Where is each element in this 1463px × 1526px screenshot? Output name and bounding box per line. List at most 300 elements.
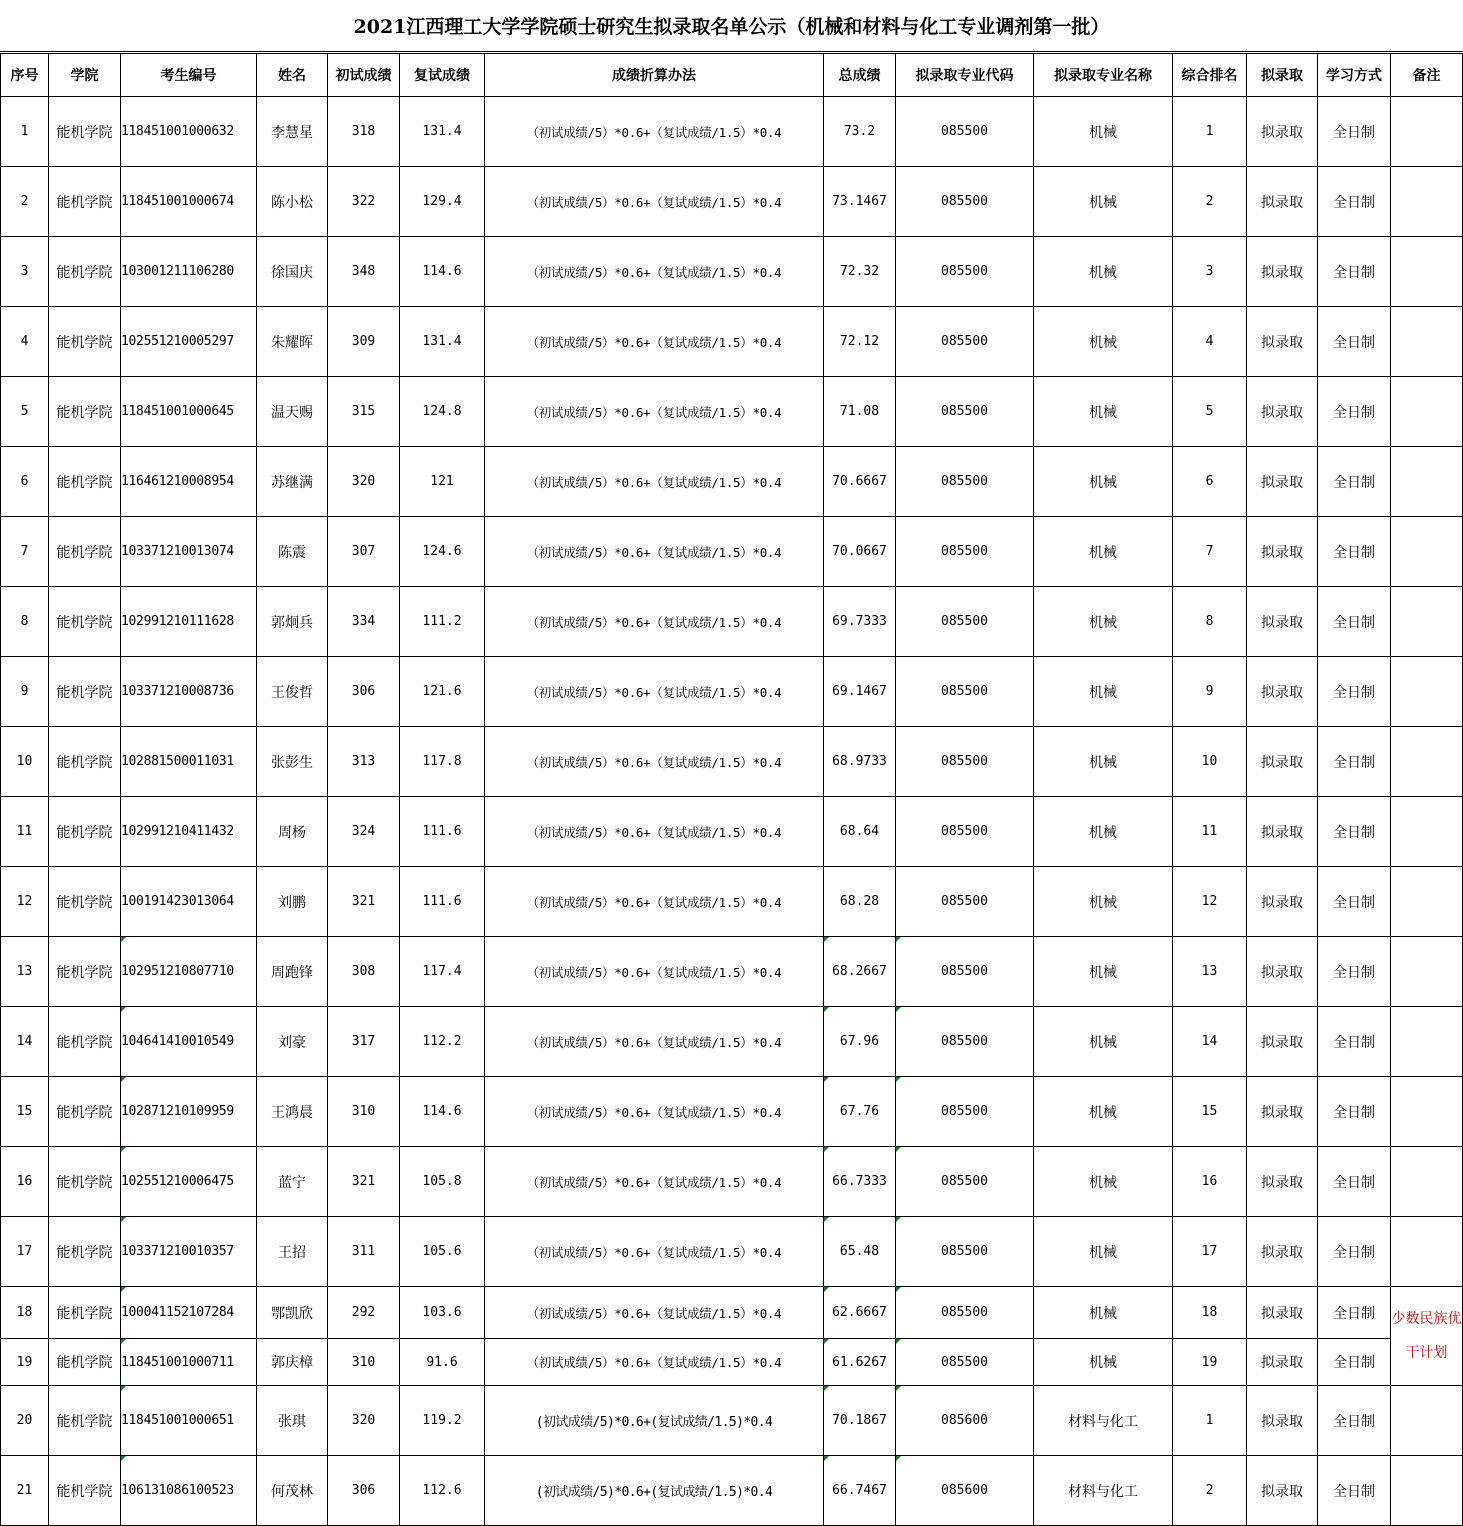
cell-major-code: 085500 (896, 447, 1034, 517)
cell-major-name: 机械 (1034, 657, 1173, 727)
header-college: 学院 (49, 54, 121, 97)
cell-major-name: 机械 (1034, 1147, 1173, 1217)
cell-note (1391, 937, 1463, 1007)
cell-admit: 拟录取 (1247, 1456, 1318, 1526)
cell-college: 能机学院 (49, 97, 121, 167)
cell-note (1391, 97, 1463, 167)
cell-study-mode: 全日制 (1318, 307, 1391, 377)
cell-formula: （初试成绩/5）*0.6+（复试成绩/1.5）*0.4 (485, 1007, 824, 1077)
cell-candidate-id: 102991210111628 (121, 587, 257, 657)
cell-major-code: 085500 (896, 1077, 1034, 1147)
cell-initial-score: 322 (328, 167, 400, 237)
cell-note (1391, 1077, 1463, 1147)
cell-candidate-id: 118451001000711 (121, 1339, 257, 1386)
cell-study-mode: 全日制 (1318, 657, 1391, 727)
cell-formula: （初试成绩/5）*0.6+（复试成绩/1.5）*0.4 (485, 1287, 824, 1339)
cell-retest-score: 105.8 (400, 1147, 485, 1217)
cell-major-code: 085500 (896, 97, 1034, 167)
cell-name: 鄂凯欣 (257, 1287, 328, 1339)
cell-candidate-id: 118451001000645 (121, 377, 257, 447)
cell-initial-score: 306 (328, 657, 400, 727)
cell-initial-score: 311 (328, 1217, 400, 1287)
cell-college: 能机学院 (49, 657, 121, 727)
cell-study-mode: 全日制 (1318, 517, 1391, 587)
cell-seq: 18 (1, 1287, 49, 1339)
header-id: 考生编号 (121, 54, 257, 97)
header-seq: 序号 (1, 54, 49, 97)
cell-retest-score: 129.4 (400, 167, 485, 237)
cell-total-score: 73.1467 (824, 167, 896, 237)
table-row (1, 1456, 1463, 1526)
table-row (1, 1077, 1463, 1147)
cell-retest-score: 112.2 (400, 1007, 485, 1077)
cell-note (1391, 517, 1463, 587)
cell-rank: 19 (1173, 1339, 1247, 1386)
cell-college: 能机学院 (49, 1287, 121, 1339)
cell-admit: 拟录取 (1247, 1217, 1318, 1287)
cell-candidate-id: 100191423013064 (121, 867, 257, 937)
cell-note (1391, 1456, 1463, 1526)
cell-study-mode: 全日制 (1318, 937, 1391, 1007)
cell-initial-score: 317 (328, 1007, 400, 1077)
cell-college: 能机学院 (49, 867, 121, 937)
cell-name: 蓝宁 (257, 1147, 328, 1217)
cell-formula: （初试成绩/5）*0.6+（复试成绩/1.5）*0.4 (485, 937, 824, 1007)
cell-candidate-id: 103371210013074 (121, 517, 257, 587)
cell-candidate-id: 118451001000651 (121, 1386, 257, 1456)
page-title: 2021江西理工大学学院硕士研究生拟录取名单公示（机械和材料与化工专业调剂第一批） (0, 0, 1463, 52)
cell-college: 能机学院 (49, 1147, 121, 1217)
cell-total-score: 70.1867 (824, 1386, 896, 1456)
cell-initial-score: 310 (328, 1077, 400, 1147)
cell-name: 苏继满 (257, 447, 328, 517)
cell-study-mode: 全日制 (1318, 1007, 1391, 1077)
cell-retest-score: 119.2 (400, 1386, 485, 1456)
cell-note (1391, 167, 1463, 237)
cell-initial-score: 308 (328, 937, 400, 1007)
cell-total-score: 72.32 (824, 237, 896, 307)
cell-study-mode: 全日制 (1318, 1339, 1391, 1386)
cell-rank: 5 (1173, 377, 1247, 447)
cell-name: 周跑锋 (257, 937, 328, 1007)
header-study-mode: 学习方式 (1318, 54, 1391, 97)
cell-admit: 拟录取 (1247, 167, 1318, 237)
cell-admit: 拟录取 (1247, 1007, 1318, 1077)
cell-college: 能机学院 (49, 937, 121, 1007)
cell-name: 刘鹏 (257, 867, 328, 937)
header-retest-score: 复试成绩 (400, 54, 485, 97)
cell-seq: 4 (1, 307, 49, 377)
cell-name: 温天赐 (257, 377, 328, 447)
header-major-code: 拟录取专业代码 (896, 54, 1034, 97)
cell-formula: （初试成绩/5）*0.6+（复试成绩/1.5）*0.4 (485, 797, 824, 867)
cell-study-mode: 全日制 (1318, 237, 1391, 307)
cell-college: 能机学院 (49, 517, 121, 587)
cell-admit: 拟录取 (1247, 307, 1318, 377)
cell-study-mode: 全日制 (1318, 97, 1391, 167)
cell-candidate-id: 118451001000674 (121, 167, 257, 237)
cell-formula: （初试成绩/5）*0.6+（复试成绩/1.5）*0.4 (485, 237, 824, 307)
cell-major-name: 机械 (1034, 1007, 1173, 1077)
cell-note (1391, 447, 1463, 517)
cell-rank: 8 (1173, 587, 1247, 657)
cell-formula: （初试成绩/5）*0.6+（复试成绩/1.5）*0.4 (485, 307, 824, 377)
cell-major-code: 085500 (896, 307, 1034, 377)
cell-candidate-id: 116461210008954 (121, 447, 257, 517)
table-row (1, 1217, 1463, 1287)
cell-candidate-id: 100041152107284 (121, 1287, 257, 1339)
cell-seq: 12 (1, 867, 49, 937)
cell-total-score: 68.28 (824, 867, 896, 937)
cell-note (1391, 797, 1463, 867)
cell-admit: 拟录取 (1247, 587, 1318, 657)
table-row (1, 867, 1463, 937)
cell-rank: 10 (1173, 727, 1247, 797)
cell-formula: （初试成绩/5）*0.6+（复试成绩/1.5）*0.4 (485, 867, 824, 937)
cell-major-name: 机械 (1034, 937, 1173, 1007)
cell-major-name: 材料与化工 (1034, 1386, 1173, 1456)
cell-initial-score: 348 (328, 237, 400, 307)
cell-college: 能机学院 (49, 587, 121, 657)
cell-major-code: 085500 (896, 1217, 1034, 1287)
cell-college: 能机学院 (49, 1077, 121, 1147)
table-body (1, 97, 1463, 1526)
table-row (1, 447, 1463, 517)
cell-retest-score: 103.6 (400, 1287, 485, 1339)
table-row (1, 657, 1463, 727)
cell-retest-score: 131.4 (400, 97, 485, 167)
cell-major-code: 085500 (896, 237, 1034, 307)
cell-retest-score: 111.2 (400, 587, 485, 657)
cell-total-score: 70.6667 (824, 447, 896, 517)
cell-formula: （初试成绩/5）*0.6+（复试成绩/1.5）*0.4 (485, 1147, 824, 1217)
cell-rank: 13 (1173, 937, 1247, 1007)
cell-seq: 21 (1, 1456, 49, 1526)
cell-total-score: 66.7333 (824, 1147, 896, 1217)
cell-admit: 拟录取 (1247, 1386, 1318, 1456)
cell-initial-score: 334 (328, 587, 400, 657)
cell-note (1391, 1147, 1463, 1217)
cell-retest-score: 117.4 (400, 937, 485, 1007)
cell-candidate-id: 102991210411432 (121, 797, 257, 867)
cell-total-score: 67.76 (824, 1077, 896, 1147)
cell-rank: 1 (1173, 1386, 1247, 1456)
cell-candidate-id: 102551210005297 (121, 307, 257, 377)
cell-major-name: 机械 (1034, 167, 1173, 237)
cell-college: 能机学院 (49, 1386, 121, 1456)
cell-major-code: 085600 (896, 1456, 1034, 1526)
table-row (1, 97, 1463, 167)
cell-formula: （初试成绩/5）*0.6+（复试成绩/1.5）*0.4 (485, 517, 824, 587)
cell-formula: （初试成绩/5）*0.6+（复试成绩/1.5）*0.4 (485, 97, 824, 167)
cell-name: 周杨 (257, 797, 328, 867)
cell-total-score: 72.12 (824, 307, 896, 377)
admission-table (0, 53, 1463, 1526)
cell-major-code: 085500 (896, 1007, 1034, 1077)
cell-major-name: 机械 (1034, 797, 1173, 867)
cell-candidate-id: 104641410010549 (121, 1007, 257, 1077)
cell-retest-score: 124.8 (400, 377, 485, 447)
table-row (1, 587, 1463, 657)
header-admit: 拟录取 (1247, 54, 1318, 97)
cell-seq: 19 (1, 1339, 49, 1386)
cell-initial-score: 315 (328, 377, 400, 447)
cell-study-mode: 全日制 (1318, 377, 1391, 447)
cell-retest-score: 131.4 (400, 307, 485, 377)
cell-name: 徐国庆 (257, 237, 328, 307)
cell-total-score: 65.48 (824, 1217, 896, 1287)
cell-rank: 16 (1173, 1147, 1247, 1217)
cell-name: 陈震 (257, 517, 328, 587)
header-note: 备注 (1391, 54, 1463, 97)
cell-study-mode: 全日制 (1318, 867, 1391, 937)
table-row (1, 797, 1463, 867)
cell-note (1391, 1386, 1463, 1456)
table-row (1, 1147, 1463, 1217)
cell-seq: 1 (1, 97, 49, 167)
cell-total-score: 61.6267 (824, 1339, 896, 1386)
cell-seq: 7 (1, 517, 49, 587)
cell-major-code: 085500 (896, 1339, 1034, 1386)
table-row (1, 167, 1463, 237)
cell-admit: 拟录取 (1247, 517, 1318, 587)
cell-candidate-id: 103371210008736 (121, 657, 257, 727)
header-major-name: 拟录取专业名称 (1034, 54, 1173, 97)
cell-seq: 15 (1, 1077, 49, 1147)
cell-major-name: 机械 (1034, 1217, 1173, 1287)
cell-admit: 拟录取 (1247, 657, 1318, 727)
header-rank: 综合排名 (1173, 54, 1247, 97)
cell-retest-score: 111.6 (400, 867, 485, 937)
table-row (1, 237, 1463, 307)
cell-note (1391, 377, 1463, 447)
cell-candidate-id: 102951210807710 (121, 937, 257, 1007)
cell-admit: 拟录取 (1247, 237, 1318, 307)
cell-formula: （初试成绩/5）*0.6+（复试成绩/1.5）*0.4 (485, 727, 824, 797)
cell-initial-score: 318 (328, 97, 400, 167)
cell-total-score: 66.7467 (824, 1456, 896, 1526)
cell-formula: （初试成绩/5）*0.6+（复试成绩/1.5）*0.4 (485, 1339, 824, 1386)
cell-college: 能机学院 (49, 1339, 121, 1386)
cell-note (1391, 657, 1463, 727)
cell-admit: 拟录取 (1247, 1147, 1318, 1217)
cell-admit: 拟录取 (1247, 1339, 1318, 1386)
cell-rank: 1 (1173, 97, 1247, 167)
cell-major-code: 085500 (896, 797, 1034, 867)
cell-name: 王鸿晨 (257, 1077, 328, 1147)
cell-major-name: 机械 (1034, 727, 1173, 797)
cell-rank: 6 (1173, 447, 1247, 517)
cell-study-mode: 全日制 (1318, 1147, 1391, 1217)
cell-total-score: 68.2667 (824, 937, 896, 1007)
cell-name: 张彭生 (257, 727, 328, 797)
cell-seq: 10 (1, 727, 49, 797)
cell-major-name: 机械 (1034, 97, 1173, 167)
cell-rank: 4 (1173, 307, 1247, 377)
cell-rank: 11 (1173, 797, 1247, 867)
cell-note (1391, 1217, 1463, 1287)
cell-major-name: 机械 (1034, 587, 1173, 657)
cell-rank: 18 (1173, 1287, 1247, 1339)
cell-name: 刘豪 (257, 1007, 328, 1077)
cell-retest-score: 112.6 (400, 1456, 485, 1526)
cell-total-score: 68.64 (824, 797, 896, 867)
cell-admit: 拟录取 (1247, 867, 1318, 937)
cell-college: 能机学院 (49, 447, 121, 517)
cell-initial-score: 310 (328, 1339, 400, 1386)
cell-formula: （初试成绩/5）*0.6+（复试成绩/1.5）*0.4 (485, 447, 824, 517)
header-name: 姓名 (257, 54, 328, 97)
cell-seq: 20 (1, 1386, 49, 1456)
cell-college: 能机学院 (49, 167, 121, 237)
cell-formula: （初试成绩/5）*0.6+（复试成绩/1.5）*0.4 (485, 1077, 824, 1147)
cell-major-name: 机械 (1034, 377, 1173, 447)
cell-major-name: 机械 (1034, 447, 1173, 517)
table-row (1, 307, 1463, 377)
cell-initial-score: 306 (328, 1456, 400, 1526)
cell-total-score: 69.1467 (824, 657, 896, 727)
header-initial-score: 初试成绩 (328, 54, 400, 97)
cell-candidate-id: 103371210010357 (121, 1217, 257, 1287)
cell-retest-score: 114.6 (400, 237, 485, 307)
cell-seq: 5 (1, 377, 49, 447)
header-formula: 成绩折算办法 (485, 54, 824, 97)
cell-formula: (初试成绩/5)*0.6+(复试成绩/1.5)*0.4 (485, 1386, 824, 1456)
cell-college: 能机学院 (49, 1007, 121, 1077)
cell-rank: 9 (1173, 657, 1247, 727)
cell-rank: 2 (1173, 1456, 1247, 1526)
cell-college: 能机学院 (49, 307, 121, 377)
cell-major-code: 085500 (896, 657, 1034, 727)
cell-major-code: 085500 (896, 1287, 1034, 1339)
cell-college: 能机学院 (49, 797, 121, 867)
cell-major-code: 085500 (896, 937, 1034, 1007)
cell-retest-score: 114.6 (400, 1077, 485, 1147)
cell-study-mode: 全日制 (1318, 1217, 1391, 1287)
cell-seq: 6 (1, 447, 49, 517)
cell-name: 陈小松 (257, 167, 328, 237)
cell-name: 李慧星 (257, 97, 328, 167)
cell-study-mode: 全日制 (1318, 727, 1391, 797)
cell-formula: （初试成绩/5）*0.6+（复试成绩/1.5）*0.4 (485, 587, 824, 657)
cell-admit: 拟录取 (1247, 1287, 1318, 1339)
cell-total-score: 67.96 (824, 1007, 896, 1077)
cell-rank: 15 (1173, 1077, 1247, 1147)
cell-major-code: 085500 (896, 727, 1034, 797)
cell-rank: 12 (1173, 867, 1247, 937)
cell-name: 郭庆樟 (257, 1339, 328, 1386)
table-row (1, 377, 1463, 447)
cell-note (1391, 587, 1463, 657)
cell-rank: 14 (1173, 1007, 1247, 1077)
cell-formula: （初试成绩/5）*0.6+（复试成绩/1.5）*0.4 (485, 1217, 824, 1287)
cell-admit: 拟录取 (1247, 937, 1318, 1007)
cell-admit: 拟录取 (1247, 97, 1318, 167)
cell-seq: 2 (1, 167, 49, 237)
cell-total-score: 73.2 (824, 97, 896, 167)
cell-college: 能机学院 (49, 727, 121, 797)
cell-seq: 16 (1, 1147, 49, 1217)
cell-major-name: 机械 (1034, 237, 1173, 307)
cell-formula: (初试成绩/5)*0.6+(复试成绩/1.5)*0.4 (485, 1456, 824, 1526)
cell-note: 少数民族优干计划 (1391, 1287, 1463, 1386)
cell-name: 王俊哲 (257, 657, 328, 727)
cell-study-mode: 全日制 (1318, 1386, 1391, 1456)
cell-admit: 拟录取 (1247, 727, 1318, 797)
cell-initial-score: 320 (328, 1386, 400, 1456)
cell-rank: 17 (1173, 1217, 1247, 1287)
cell-name: 何茂林 (257, 1456, 328, 1526)
cell-college: 能机学院 (49, 1456, 121, 1526)
table-row (1, 727, 1463, 797)
cell-major-name: 机械 (1034, 1287, 1173, 1339)
cell-admit: 拟录取 (1247, 1077, 1318, 1147)
cell-note (1391, 1007, 1463, 1077)
cell-seq: 13 (1, 937, 49, 1007)
cell-initial-score: 313 (328, 727, 400, 797)
cell-name: 王招 (257, 1217, 328, 1287)
cell-retest-score: 117.8 (400, 727, 485, 797)
table-row (1, 937, 1463, 1007)
cell-seq: 3 (1, 237, 49, 307)
cell-major-code: 085500 (896, 867, 1034, 937)
cell-major-code: 085500 (896, 517, 1034, 587)
cell-total-score: 71.08 (824, 377, 896, 447)
table-row (1, 517, 1463, 587)
cell-rank: 7 (1173, 517, 1247, 587)
cell-retest-score: 105.6 (400, 1217, 485, 1287)
cell-candidate-id: 102871210109959 (121, 1077, 257, 1147)
cell-seq: 17 (1, 1217, 49, 1287)
cell-major-name: 机械 (1034, 307, 1173, 377)
cell-initial-score: 321 (328, 1147, 400, 1217)
cell-major-name: 机械 (1034, 867, 1173, 937)
cell-study-mode: 全日制 (1318, 1456, 1391, 1526)
cell-initial-score: 309 (328, 307, 400, 377)
cell-admit: 拟录取 (1247, 447, 1318, 517)
cell-major-name: 机械 (1034, 1077, 1173, 1147)
cell-note (1391, 237, 1463, 307)
cell-total-score: 68.9733 (824, 727, 896, 797)
cell-total-score: 62.6667 (824, 1287, 896, 1339)
cell-major-code: 085500 (896, 377, 1034, 447)
cell-retest-score: 121.6 (400, 657, 485, 727)
cell-seq: 8 (1, 587, 49, 657)
cell-study-mode: 全日制 (1318, 797, 1391, 867)
cell-admit: 拟录取 (1247, 797, 1318, 867)
cell-note (1391, 867, 1463, 937)
cell-candidate-id: 102551210006475 (121, 1147, 257, 1217)
cell-rank: 3 (1173, 237, 1247, 307)
cell-major-code: 085500 (896, 587, 1034, 657)
table-row (1, 1339, 1463, 1386)
cell-study-mode: 全日制 (1318, 167, 1391, 237)
cell-total-score: 69.7333 (824, 587, 896, 657)
cell-college: 能机学院 (49, 377, 121, 447)
cell-college: 能机学院 (49, 1217, 121, 1287)
cell-seq: 9 (1, 657, 49, 727)
cell-major-name: 材料与化工 (1034, 1456, 1173, 1526)
cell-rank: 2 (1173, 167, 1247, 237)
cell-formula: （初试成绩/5）*0.6+（复试成绩/1.5）*0.4 (485, 377, 824, 447)
header-row (1, 54, 1463, 97)
table-row (1, 1007, 1463, 1077)
cell-initial-score: 307 (328, 517, 400, 587)
cell-total-score: 70.0667 (824, 517, 896, 587)
header-total: 总成绩 (824, 54, 896, 97)
cell-retest-score: 111.6 (400, 797, 485, 867)
cell-retest-score: 91.6 (400, 1339, 485, 1386)
